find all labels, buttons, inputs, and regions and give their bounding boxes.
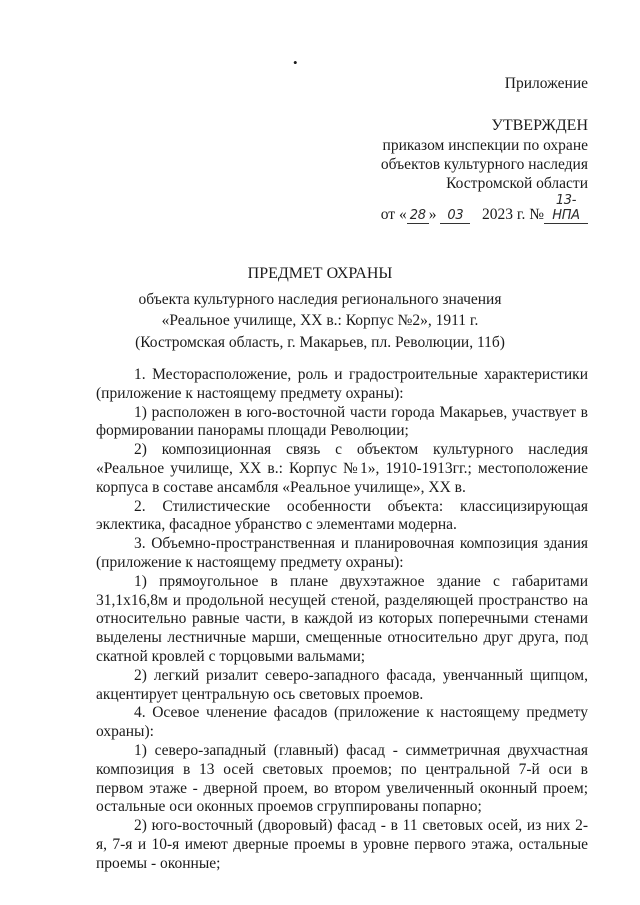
date-year: 2023 г. № [481, 206, 544, 223]
approval-line-1: приказом инспекции по охране [382, 137, 588, 154]
date-separator: » [428, 206, 437, 223]
paragraph-2: 2. Стилистические особенности объекта: классицизирующая эклектика, фасадное убранство с элементами модерна. [96, 497, 588, 534]
paragraph-3-1: 1) прямоугольное в плане двухэтажное здание с габаритами 31,1х16,8м и продольной несущей стеной, разделяющей пространство на относительно равные части, в каждой из которых поперечными стенами выделены лестничные марши, смещенные относительно друг друга, под скатной кровлей с торцовыми вальмами; [96, 572, 588, 665]
subtitle-line-2: «Реальное училище, XX в.: Корпус №2», 1911 г. [161, 312, 479, 329]
approval-line-2: объектов культурного наследия [380, 156, 588, 173]
paragraph-4: 4. Осевое членение фасадов (приложение к настоящему предмету охраны): [96, 704, 588, 741]
paragraph-1: 1. Месторасположение, роль и градостроительные характеристики (приложение к настоящему предмету охраны): [96, 366, 588, 402]
scan-mark: • [293, 55, 298, 70]
paragraph-1-2: 2) композиционная связь с объектом культурного наследия «Реальное училище, XX в.: Корпус №1», 1910-1913гг.; местоположение корпуса в составе ансамбля «Реальное училище», XX в. [96, 441, 588, 496]
appendix-label: Приложение [504, 75, 588, 92]
paragraph-3-2: 2) легкий ризалит северо-западного фасада, увенчанный щипцом, акцентирует центральную ось световых проемов. [96, 666, 588, 703]
paragraph-3: 3. Объемно-пространственная и планировочная композиция здания (приложение к настоящему предмету охраны): [96, 535, 588, 571]
order-date-line [381, 193, 588, 224]
subtitle-line-1: объекта культурного наследия регионального значения [138, 291, 502, 308]
approved-label: УТВЕРЖДЕН [491, 117, 588, 134]
date-day-handwritten: 28 [407, 208, 429, 224]
approval-line-3: Костромской области [446, 175, 588, 192]
subtitle-line-3: (Костромская область, г. Макарьев, пл. Революции, 11б) [135, 334, 505, 351]
date-month-handwritten: 03 [440, 208, 470, 224]
date-prefix: от « [380, 206, 407, 223]
order-number-handwritten: 13-НПА [544, 193, 588, 224]
document-body [96, 366, 588, 874]
paragraph-4-2: 2) юго-восточный (дворовый) фасад - в 11 световых осей, из них 2-я, 7-я и 10-я имеют дверные проемы в уровне первого этажа, остальные проемы - оконные; [96, 817, 588, 872]
paragraph-1-1: 1) расположен в юго-восточной части города Макарьев, участвует в формировании панорамы площади Революции; [96, 403, 588, 440]
document-title: ПРЕДМЕТ ОХРАНЫ [247, 265, 393, 282]
paragraph-4-1: 1) северо-западный (главный) фасад - симметричная двухчастная композиция в 13 осей световых проемов; по центральной 7-й оси в первом этаже - дверной проем, во втором увеличенный оконный проем; остальные оси оконных проемов сгруппированы попарно; [96, 741, 588, 816]
